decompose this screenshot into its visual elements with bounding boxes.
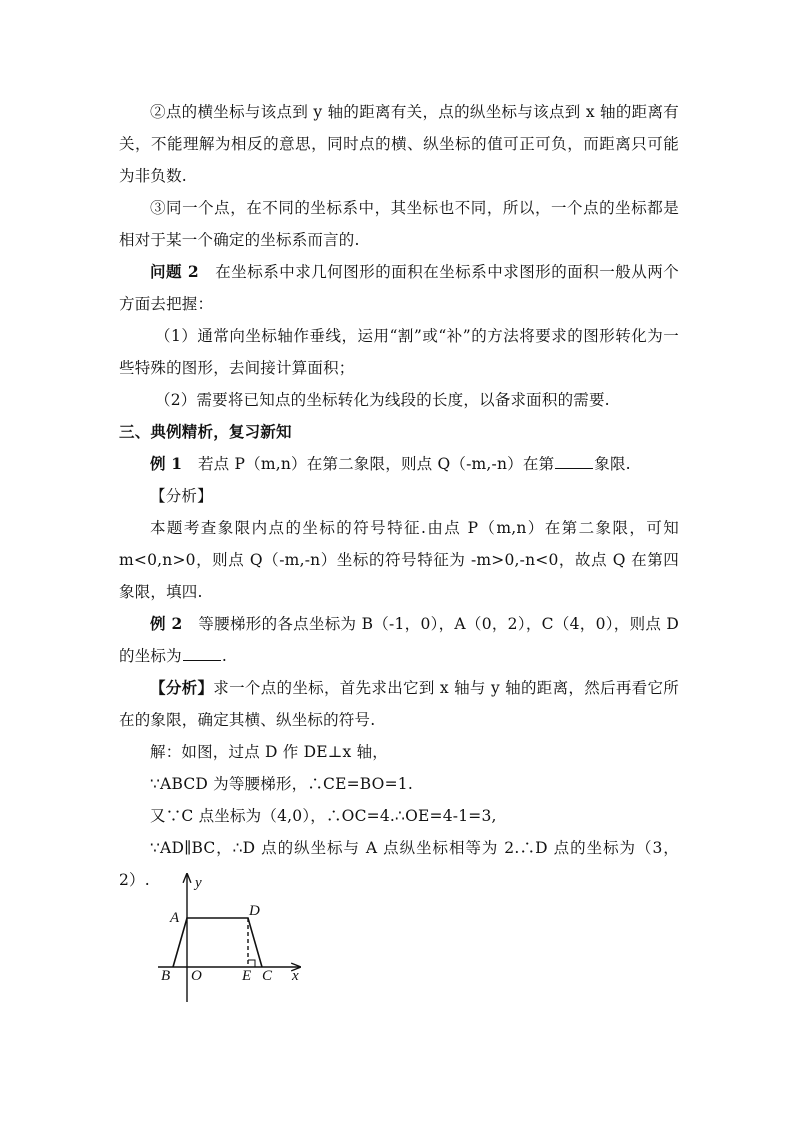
paragraph-method-2: （2）需要将已知点的坐标转化为线段的长度，以备求面积的需要. bbox=[155, 391, 610, 409]
example-2-text: 等腰梯形的各点坐标为 B（-1，0），A（0，2），C（4，0），则点 D 的坐标为 bbox=[119, 615, 680, 665]
analysis-2-label: 【分析】 bbox=[150, 678, 214, 697]
solution-line-1: 解：如图，过点 D 作 DE⊥x 轴， bbox=[150, 743, 388, 761]
question-2-label: 问题 2 bbox=[150, 262, 199, 281]
right-angle-mark bbox=[248, 960, 255, 967]
example-1-label: 例 1 bbox=[150, 454, 183, 473]
label-O: O bbox=[191, 968, 202, 984]
solution-line-2: ∵ABCD 为等腰梯形，∴CE=BO=1. bbox=[150, 775, 413, 793]
example-2-blank bbox=[183, 659, 221, 661]
label-B: B bbox=[161, 968, 171, 984]
paragraph-analysis-2 bbox=[119, 672, 679, 736]
example-1-blank bbox=[555, 467, 593, 469]
paragraph-note-2: ②点的横坐标与该点到 y 轴的距离有关，点的纵坐标与该点到 x 轴的距离有关，不能理解为相反的意思，同时点的横、纵坐标的值可正可负，而距离只可能为非负数. bbox=[119, 103, 679, 185]
paragraph-example-2 bbox=[119, 608, 679, 672]
paragraph-analysis-1: 本题考查象限内点的坐标的符号特征.由点 P（m,n）在第二象限，可知 m<0,n>0，则点 Q（-m,-n）坐标的符号特征为 -m>0,-n<0，故点 Q 在第四象限，填四. bbox=[119, 519, 679, 601]
example-2-label: 例 2 bbox=[150, 614, 183, 633]
question-2-text: 在坐标系中求几何图形的面积在坐标系中求图形的面积一般从两个方面去把握： bbox=[119, 263, 679, 313]
paragraph-method-1: （1）通常向坐标轴作垂线，运用“割”或“补”的方法将要求的图形转化为一些特殊的图形，去间接计算面积； bbox=[119, 327, 679, 377]
analysis-2-text: 求一个点的坐标，首先求出它到 x 轴与 y 轴的距离，然后再看它所在的象限，确定其横、纵坐标的符号. bbox=[119, 679, 679, 729]
paragraph-example-1 bbox=[119, 448, 679, 480]
solution-line-3: 又∵C 点坐标为（4,0），∴OC=4.∴OE=4-1=3, bbox=[150, 807, 497, 825]
section-heading-3: 三、典例精析，复习新知 bbox=[119, 422, 292, 441]
label-y: y bbox=[195, 875, 202, 891]
trapezoid-figure bbox=[150, 868, 320, 1008]
label-E: E bbox=[242, 968, 252, 984]
label-D: D bbox=[249, 903, 260, 919]
analysis-1-heading: 【分析】 bbox=[150, 487, 213, 505]
example-1-suffix: 象限. bbox=[594, 455, 631, 473]
example-2-suffix: . bbox=[221, 647, 227, 665]
paragraph-note-3: ③同一个点，在不同的坐标系中，其坐标也不同，所以，一个点的坐标都是相对于某一个确定的坐标系而言的. bbox=[119, 199, 679, 249]
label-A: A bbox=[170, 910, 180, 926]
label-C: C bbox=[262, 968, 273, 984]
label-x: x bbox=[292, 968, 299, 984]
example-1-text: 若点 P（m,n）在第二象限，则点 Q（-m,-n）在第 bbox=[197, 455, 555, 473]
solution-line-4: ∵AD∥BC，∴D 点的纵坐标与 A 点纵坐标相等为 2.∴D 点的坐标为（3，2）. bbox=[119, 839, 679, 889]
paragraph-question-2 bbox=[119, 256, 679, 320]
